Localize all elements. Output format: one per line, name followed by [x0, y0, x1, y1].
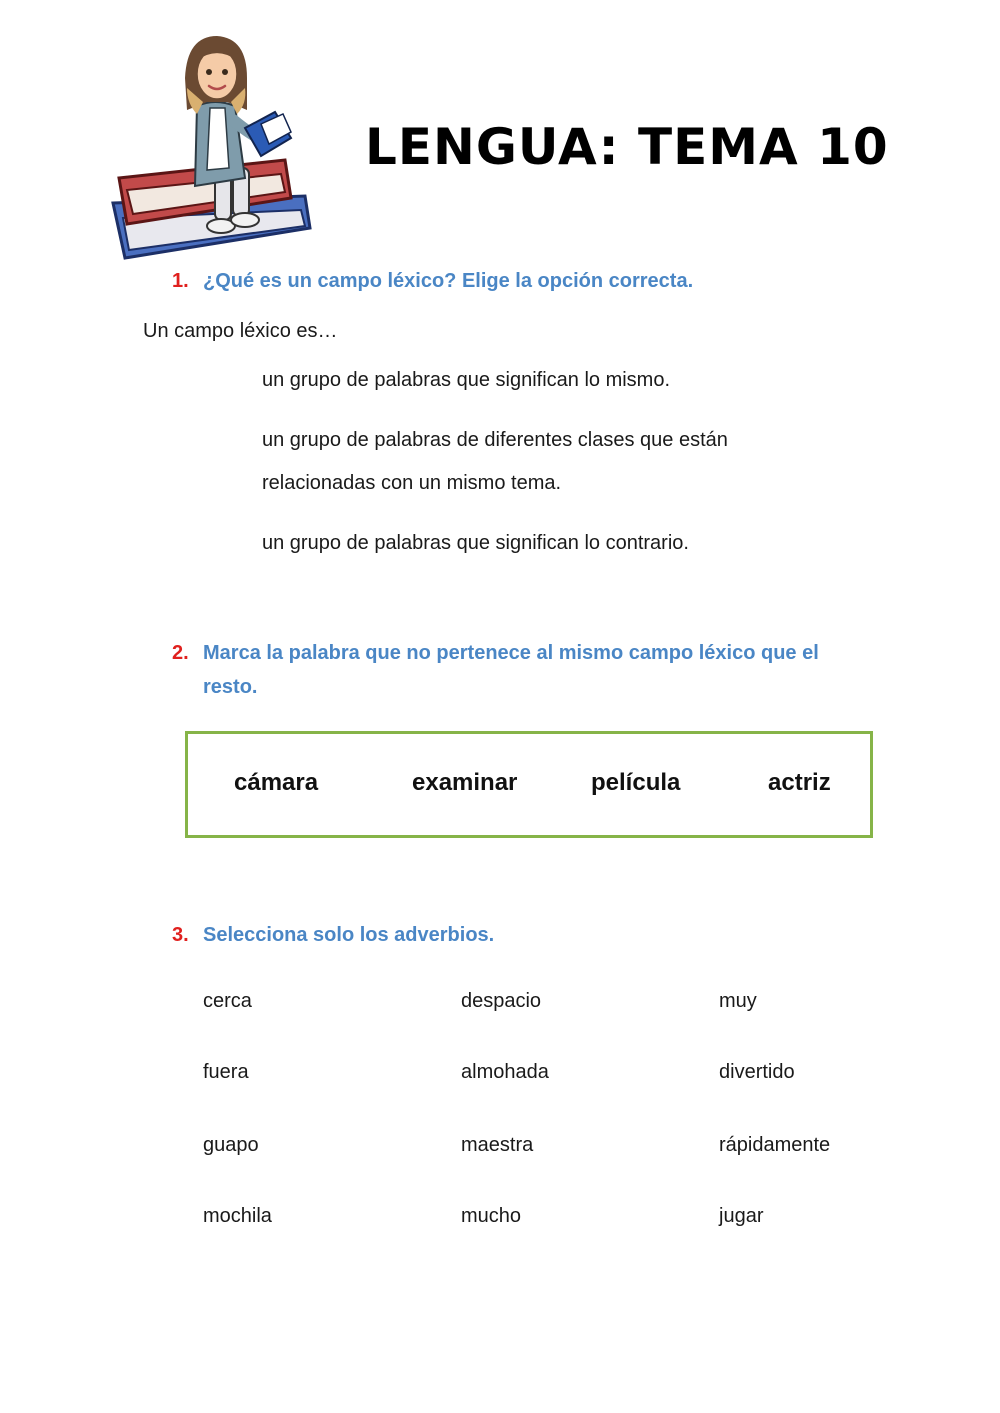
adverb-option-fuera[interactable]: fuera [203, 1061, 249, 1083]
question-2-heading [172, 636, 853, 704]
worksheet-title: LENGUA: TEMA 10 [365, 118, 889, 176]
question-3-heading [172, 918, 494, 952]
question-2-number: 2. [172, 642, 189, 664]
adverb-option-rapidamente[interactable]: rápidamente [719, 1134, 831, 1156]
question-3-number: 3. [172, 924, 189, 946]
question-1-option-1[interactable]: un grupo de palabras que significan lo mismo. [262, 369, 671, 391]
question-3-prompt: Selecciona solo los adverbios. [203, 924, 495, 946]
adverb-option-maestra[interactable]: maestra [461, 1134, 534, 1156]
adverb-option-mochila[interactable]: mochila [203, 1205, 272, 1227]
adverb-option-cerca[interactable]: cerca [203, 990, 252, 1012]
question-1-option-3[interactable]: un grupo de palabras que significan lo contrario. [262, 532, 689, 554]
word-choice-box [185, 731, 873, 838]
word-option-camara[interactable]: cámara [234, 769, 319, 796]
adverb-option-guapo[interactable]: guapo [203, 1134, 259, 1156]
question-1-option-2-continued[interactable]: relacionadas con un mismo tema. [262, 472, 562, 494]
question-1-option-2[interactable]: un grupo de palabras de diferentes clases que están [262, 429, 728, 451]
question-1-number: 1. [172, 270, 189, 292]
word-option-examinar[interactable]: examinar [412, 769, 518, 796]
question-1-lead: Un campo léxico es… [143, 320, 338, 342]
adverb-option-mucho[interactable]: mucho [461, 1205, 522, 1227]
question-1-prompt: ¿Qué es un campo léxico? Elige la opción correcta. [203, 270, 694, 292]
question-1-heading [172, 264, 693, 298]
question-2-prompt: Marca la palabra que no pertenece al mismo campo léxico que el resto. [203, 642, 819, 698]
word-option-actriz[interactable]: actriz [768, 769, 831, 796]
teacher-reading-illustration [105, 28, 320, 263]
adverb-option-divertido[interactable]: divertido [719, 1061, 795, 1083]
word-option-pelicula[interactable]: película [591, 769, 681, 796]
adverb-option-almohada[interactable]: almohada [461, 1061, 549, 1083]
adverb-option-despacio[interactable]: despacio [461, 990, 542, 1012]
adverb-option-jugar[interactable]: jugar [719, 1205, 764, 1227]
adverb-option-muy[interactable]: muy [719, 990, 757, 1012]
